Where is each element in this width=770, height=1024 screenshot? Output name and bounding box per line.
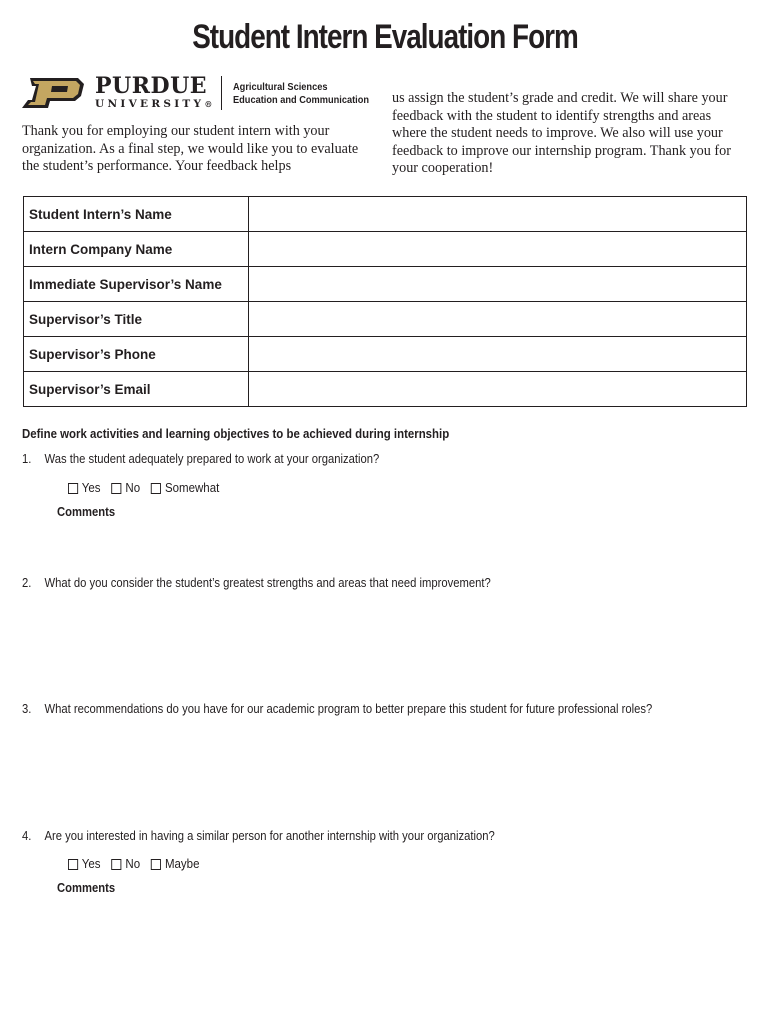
comments-label: Comments [57,505,116,519]
question-number: 4. [22,829,32,843]
question-text: Was the student adequately prepared to work at your organization? [44,452,380,466]
supervisor-email-field[interactable] [249,372,747,407]
option-label: No [125,481,141,495]
department-line-2: Education and Communication [233,94,370,106]
supervisor-name-field[interactable] [249,267,747,302]
question-2 [22,576,491,590]
table-row [24,197,747,232]
option-label: Maybe [164,857,200,871]
question-1-options [68,481,230,495]
checkbox-icon[interactable] [151,859,161,870]
option-maybe[interactable] [151,857,199,871]
question-text: What recommendations do you have for our academic program to better prepare this student for future professional roles? [44,702,653,716]
question-text: Are you interested in having a similar person for another internship with your organization? [44,829,495,843]
option-label: Yes [81,481,101,495]
intern-info-table [23,196,747,407]
field-label: Supervisor’s Title [24,302,249,337]
checkbox-icon[interactable] [68,859,78,870]
checkbox-icon[interactable] [151,483,161,494]
table-row [24,232,747,267]
logo-registered-mark: ® [204,99,213,109]
question-text: What do you consider the student’s greatest strengths and areas that need improvement? [44,576,491,590]
student-name-field[interactable] [249,197,747,232]
page-title: Student Intern Evaluation Form [192,18,578,56]
section-heading: Define work activities and learning objectives to be achieved during internship [22,426,450,441]
checkbox-icon[interactable] [68,483,78,494]
supervisor-title-field[interactable] [249,302,747,337]
table-row [24,267,747,302]
checkbox-icon[interactable] [112,483,122,494]
field-label: Supervisor’s Email [24,372,249,407]
table-row [24,302,747,337]
question-1 [22,452,379,466]
department-name [233,81,369,107]
option-label: No [125,857,141,871]
option-label: Somewhat [164,481,220,495]
purdue-wordmark [95,74,212,110]
question-number: 2. [22,576,32,590]
field-label: Intern Company Name [24,232,249,267]
purdue-p-icon [22,76,88,110]
field-label: Immediate Supervisor’s Name [24,267,249,302]
option-no[interactable] [112,481,141,495]
question-4 [22,829,495,843]
logo-name: PURDUE [95,73,208,99]
supervisor-phone-field[interactable] [249,337,747,372]
intro-text-right: us assign the student’s grade and credit. We will share your feedback with the student to identify strengths and areas where the student needs to improve. We also will use your feedback to improve our internship program. Thank you for your cooperation! [392,90,731,176]
option-label: Yes [81,857,101,871]
question-number: 3. [22,702,32,716]
checkbox-icon[interactable] [112,859,122,870]
purdue-logo [22,73,370,114]
comments-label: Comments [57,881,116,895]
option-yes[interactable] [68,857,101,871]
option-yes[interactable] [68,481,101,495]
logo-subname: UNIVERSITY [95,98,205,110]
option-no[interactable] [112,857,141,871]
company-name-field[interactable] [249,232,747,267]
question-3 [22,702,652,716]
table-row [24,372,747,407]
field-label: Supervisor’s Phone [24,337,249,372]
department-line-1: Agricultural Sciences [233,81,328,93]
question-number: 1. [22,452,32,466]
logo-divider [221,76,222,110]
question-4-options [68,857,211,871]
option-somewhat[interactable] [151,481,219,495]
table-row [24,337,747,372]
field-label: Student Intern’s Name [24,197,249,232]
intro-text-left: Thank you for employing our student intern with your organization. As a final step, we would like you to evaluate the student’s performance. Your feedback helps [22,123,359,174]
